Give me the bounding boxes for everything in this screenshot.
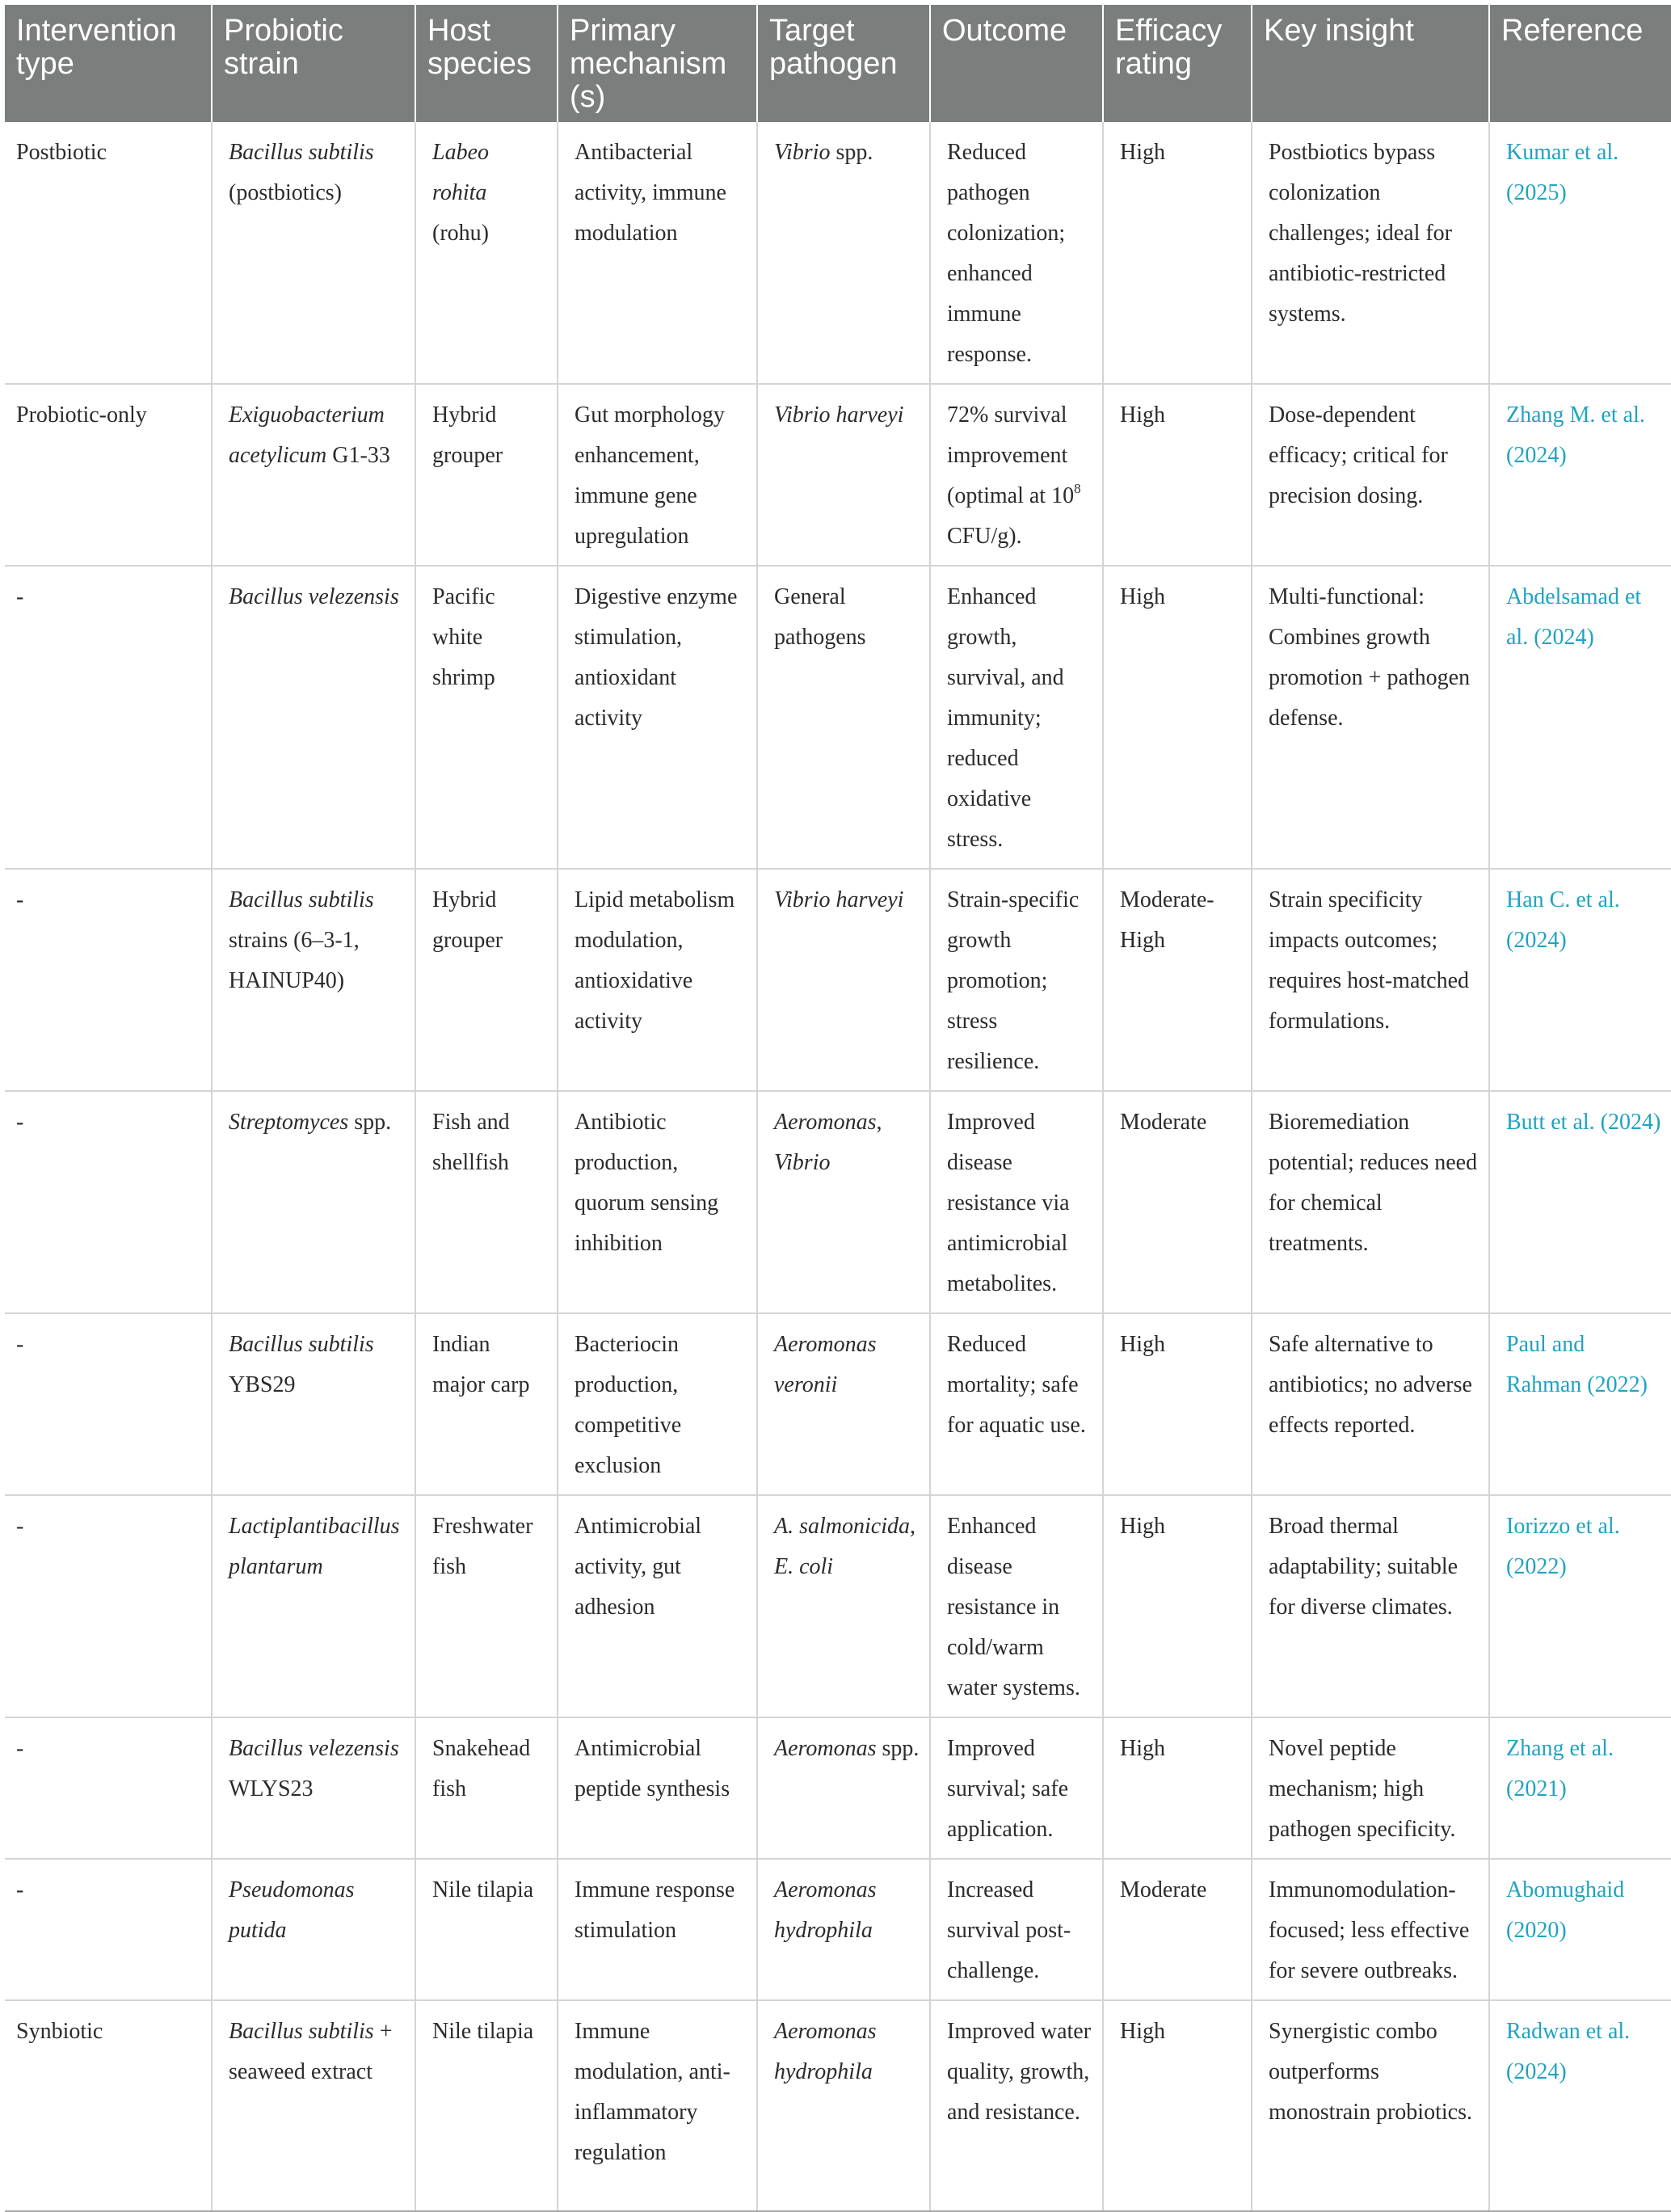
- reference-cell: [1489, 566, 1671, 869]
- reference-link[interactable]: Kumar et al. (2025): [1506, 140, 1619, 205]
- outcome-cell: Improved water quality, growth, and resistance.: [930, 2000, 1103, 2211]
- pathogen-name: Aeromonas: [774, 1736, 877, 1761]
- pathogen-name: Vibrio: [774, 140, 831, 165]
- host-species-cell: Hybrid grouper: [415, 869, 558, 1091]
- host-species-cell: Freshwater fish: [415, 1495, 558, 1717]
- table-row: [5, 1091, 1671, 1313]
- strain-detail: spp.: [348, 1110, 392, 1135]
- efficacy-cell: High: [1103, 1717, 1252, 1859]
- header-reference: Reference: [1489, 5, 1671, 122]
- intervention-type-cell: -: [5, 869, 212, 1091]
- header-host-species: Host species: [415, 5, 558, 122]
- strain-detail: (postbiotics): [229, 180, 342, 205]
- efficacy-cell: High: [1103, 1495, 1252, 1717]
- reference-link[interactable]: Han C. et al. (2024): [1506, 887, 1620, 953]
- pathogen-separator: ,: [910, 1514, 915, 1539]
- efficacy-cell: Moderate: [1103, 1859, 1252, 2000]
- mechanism-cell: Lipid metabolism modulation, antioxidative activity: [558, 869, 757, 1091]
- mechanism-cell: Antimicrobial peptide synthesis: [558, 1717, 757, 1859]
- outcome-cell: Enhanced disease resistance in cold/warm water systems.: [930, 1495, 1103, 1717]
- key-insight-cell: Bioremediation potential; reduces need for chemical treatments.: [1252, 1091, 1489, 1313]
- intervention-type-cell: Postbiotic: [5, 122, 212, 384]
- efficacy-cell: High: [1103, 2000, 1252, 2211]
- intervention-type-cell: -: [5, 1091, 212, 1313]
- intervention-type-cell: -: [5, 566, 212, 869]
- efficacy-cell: Moderate-High: [1103, 869, 1252, 1091]
- host-species-cell: Nile tilapia: [415, 1859, 558, 2000]
- outcome-exponent: 8: [1074, 481, 1081, 496]
- reference-cell: [1489, 1313, 1671, 1495]
- outcome-cell: Reduced mortality; safe for aquatic use.: [930, 1313, 1103, 1495]
- table-row: [5, 566, 1671, 869]
- efficacy-cell: High: [1103, 122, 1252, 384]
- key-insight-cell: Novel peptide mechanism; high pathogen specificity.: [1252, 1717, 1489, 1859]
- table-row: [5, 122, 1671, 384]
- strain-name: Exiguobacterium acetylicum: [229, 402, 385, 468]
- efficacy-cell: High: [1103, 1313, 1252, 1495]
- outcome-cell: Improved disease resistance via antimicrobial metabolites.: [930, 1091, 1103, 1313]
- target-pathogen-cell: [757, 1495, 930, 1717]
- reference-cell: [1489, 869, 1671, 1091]
- table-header: [5, 5, 1671, 122]
- mechanism-cell: Antibiotic production, quorum sensing inhibition: [558, 1091, 757, 1313]
- table-row: [5, 1313, 1671, 1495]
- intervention-type-cell: -: [5, 1495, 212, 1717]
- strain-detail: WLYS23: [229, 1776, 314, 1801]
- mechanism-cell: Bacteriocin production, competitive exclusion: [558, 1313, 757, 1495]
- outcome-text-end: CFU/g).: [947, 524, 1022, 549]
- header-key-insight: Key insight: [1252, 5, 1489, 122]
- strain-name: Bacillus subtilis: [229, 1332, 374, 1357]
- table-body: [5, 122, 1671, 2211]
- header-row: [5, 5, 1671, 122]
- target-pathogen-cell: [757, 1717, 930, 1859]
- outcome-cell: [930, 384, 1103, 566]
- mechanism-cell: Antibacterial activity, immune modulation: [558, 122, 757, 384]
- probiotic-strain-cell: [212, 1717, 415, 1859]
- mechanism-cell: Immune response stimulation: [558, 1859, 757, 2000]
- probiotic-strain-cell: [212, 1859, 415, 2000]
- strain-detail: + seaweed extract: [229, 2019, 393, 2084]
- strain-name: Bacillus velezensis: [229, 1736, 399, 1761]
- pathogen-separator: ,: [876, 1110, 882, 1135]
- reference-link[interactable]: Abdelsamad et al. (2024): [1506, 584, 1642, 650]
- pathogen-name: Aeromonas hydrophila: [774, 2019, 877, 2084]
- probiotic-strain-cell: [212, 869, 415, 1091]
- probiotic-strain-cell: [212, 384, 415, 566]
- host-species-cell: Indian major carp: [415, 1313, 558, 1495]
- host-species-cell: Snakehead fish: [415, 1717, 558, 1859]
- reference-link[interactable]: Butt et al. (2024): [1506, 1110, 1661, 1135]
- intervention-type-cell: -: [5, 1313, 212, 1495]
- reference-cell: [1489, 1495, 1671, 1717]
- pathogen-name-2: E. coli: [774, 1554, 834, 1579]
- reference-cell: [1489, 2000, 1671, 2211]
- efficacy-cell: Moderate: [1103, 1091, 1252, 1313]
- pathogen-name: Aeromonas: [774, 1110, 877, 1135]
- intervention-type-cell: Probiotic-only: [5, 384, 212, 566]
- probiotic-strain-cell: [212, 122, 415, 384]
- table-row: [5, 869, 1671, 1091]
- key-insight-cell: Dose-dependent efficacy; critical for precision dosing.: [1252, 384, 1489, 566]
- mechanism-cell: Immune modulation, anti-inflammatory regulation: [558, 2000, 757, 2211]
- mechanism-cell: Digestive enzyme stimulation, antioxidant activity: [558, 566, 757, 869]
- intervention-type-cell: -: [5, 1859, 212, 2000]
- host-detail: (rohu): [432, 221, 489, 246]
- table-row: [5, 1859, 1671, 2000]
- outcome-text: 72% survival improvement (optimal at 10: [947, 402, 1075, 508]
- target-pathogen-cell: [757, 384, 930, 566]
- target-pathogen-cell: [757, 122, 930, 384]
- reference-link[interactable]: Paul and Rahman (2022): [1506, 1332, 1648, 1397]
- table-row: [5, 1717, 1671, 1859]
- strain-detail: YBS29: [229, 1372, 296, 1397]
- strain-name: Bacillus subtilis: [229, 140, 374, 165]
- reference-cell: [1489, 1859, 1671, 2000]
- mechanism-cell: Antimicrobial activity, gut adhesion: [558, 1495, 757, 1717]
- header-target-pathogen: Target pathogen: [757, 5, 930, 122]
- table-row: [5, 1495, 1671, 1717]
- pathogen-name: Vibrio harveyi: [774, 402, 904, 428]
- host-species-cell: [415, 122, 558, 384]
- reference-link[interactable]: Abomughaid (2020): [1506, 1877, 1625, 1943]
- key-insight-cell: Safe alternative to antibiotics; no adverse effects reported.: [1252, 1313, 1489, 1495]
- strain-name: Streptomyces: [229, 1110, 349, 1135]
- header-intervention-type: Intervention type: [5, 5, 212, 122]
- pathogen-detail: spp.: [876, 1736, 920, 1761]
- reference-link[interactable]: Zhang M. et al. (2024): [1506, 402, 1645, 468]
- probiotic-strain-cell: [212, 1091, 415, 1313]
- outcome-cell: Strain-specific growth promotion; stress resilience.: [930, 869, 1103, 1091]
- probiotic-strain-cell: [212, 1495, 415, 1717]
- outcome-cell: Increased survival post-challenge.: [930, 1859, 1103, 2000]
- target-pathogen-cell: [757, 869, 930, 1091]
- outcome-cell: Reduced pathogen colonization; enhanced immune response.: [930, 122, 1103, 384]
- pathogen-name: Aeromonas hydrophila: [774, 1877, 877, 1943]
- intervention-type-cell: Synbiotic: [5, 2000, 212, 2211]
- reference-cell: [1489, 384, 1671, 566]
- pathogen-name: Vibrio harveyi: [774, 887, 904, 912]
- host-species-cell: Hybrid grouper: [415, 384, 558, 566]
- reference-cell: [1489, 1091, 1671, 1313]
- key-insight-cell: Synergistic combo outperforms monostrain probiotics.: [1252, 2000, 1489, 2211]
- target-pathogen-cell: General pathogens: [757, 566, 930, 869]
- strain-name: Bacillus subtilis: [229, 887, 374, 912]
- key-insight-cell: Multi-functional: Combines growth promotion + pathogen defense.: [1252, 566, 1489, 869]
- intervention-type-cell: -: [5, 1717, 212, 1859]
- pathogen-name: A. salmonicida: [774, 1514, 910, 1539]
- pathogen-name-2: Vibrio: [774, 1150, 831, 1175]
- host-species-cell: Pacific white shrimp: [415, 566, 558, 869]
- strain-name: Pseudomonas putida: [229, 1877, 355, 1943]
- probiotic-interventions-table: [5, 5, 1671, 2212]
- key-insight-cell: Postbiotics bypass colonization challenges; ideal for antibiotic-restricted systems.: [1252, 122, 1489, 384]
- probiotic-strain-cell: [212, 566, 415, 869]
- target-pathogen-cell: [757, 2000, 930, 2211]
- pathogen-detail: spp.: [830, 140, 873, 165]
- outcome-cell: Improved survival; safe application.: [930, 1717, 1103, 1859]
- target-pathogen-cell: [757, 1859, 930, 2000]
- table-row: [5, 2000, 1671, 2211]
- target-pathogen-cell: [757, 1313, 930, 1495]
- efficacy-cell: High: [1103, 384, 1252, 566]
- host-species-cell: Nile tilapia: [415, 2000, 558, 2211]
- header-probiotic-strain: Probiotic strain: [212, 5, 415, 122]
- key-insight-cell: Immunomodulation-focused; less effective for severe outbreaks.: [1252, 1859, 1489, 2000]
- outcome-cell: Enhanced growth, survival, and immunity; reduced oxidative stress.: [930, 566, 1103, 869]
- strain-name: Bacillus velezensis: [229, 584, 399, 609]
- pathogen-name: Aeromonas veronii: [774, 1332, 877, 1397]
- strain-name: Lactiplantibacillus plantarum: [229, 1514, 400, 1579]
- host-species-cell: Fish and shellfish: [415, 1091, 558, 1313]
- reference-link[interactable]: Radwan et al. (2024): [1506, 2019, 1631, 2084]
- key-insight-cell: Broad thermal adaptability; suitable for diverse climates.: [1252, 1495, 1489, 1717]
- reference-link[interactable]: Iorizzo et al. (2022): [1506, 1514, 1620, 1579]
- probiotic-strain-cell: [212, 1313, 415, 1495]
- header-efficacy-rating: Efficacy rating: [1103, 5, 1252, 122]
- strain-detail: strains (6–3-1, HAINUP40): [229, 928, 360, 993]
- table-row: [5, 384, 1671, 566]
- strain-detail: G1-33: [326, 443, 390, 468]
- mechanism-cell: Gut morphology enhancement, immune gene upregulation: [558, 384, 757, 566]
- header-primary-mechanism: Primary mechanism (s): [558, 5, 757, 122]
- reference-cell: [1489, 1717, 1671, 1859]
- efficacy-cell: High: [1103, 566, 1252, 869]
- probiotic-strain-cell: [212, 2000, 415, 2211]
- host-name: Labeo rohita: [432, 140, 489, 205]
- reference-cell: [1489, 122, 1671, 384]
- key-insight-cell: Strain specificity impacts outcomes; requires host-matched formulations.: [1252, 869, 1489, 1091]
- strain-name: Bacillus subtilis: [229, 2019, 374, 2044]
- header-outcome: Outcome: [930, 5, 1103, 122]
- reference-link[interactable]: Zhang et al. (2021): [1506, 1736, 1614, 1801]
- target-pathogen-cell: [757, 1091, 930, 1313]
